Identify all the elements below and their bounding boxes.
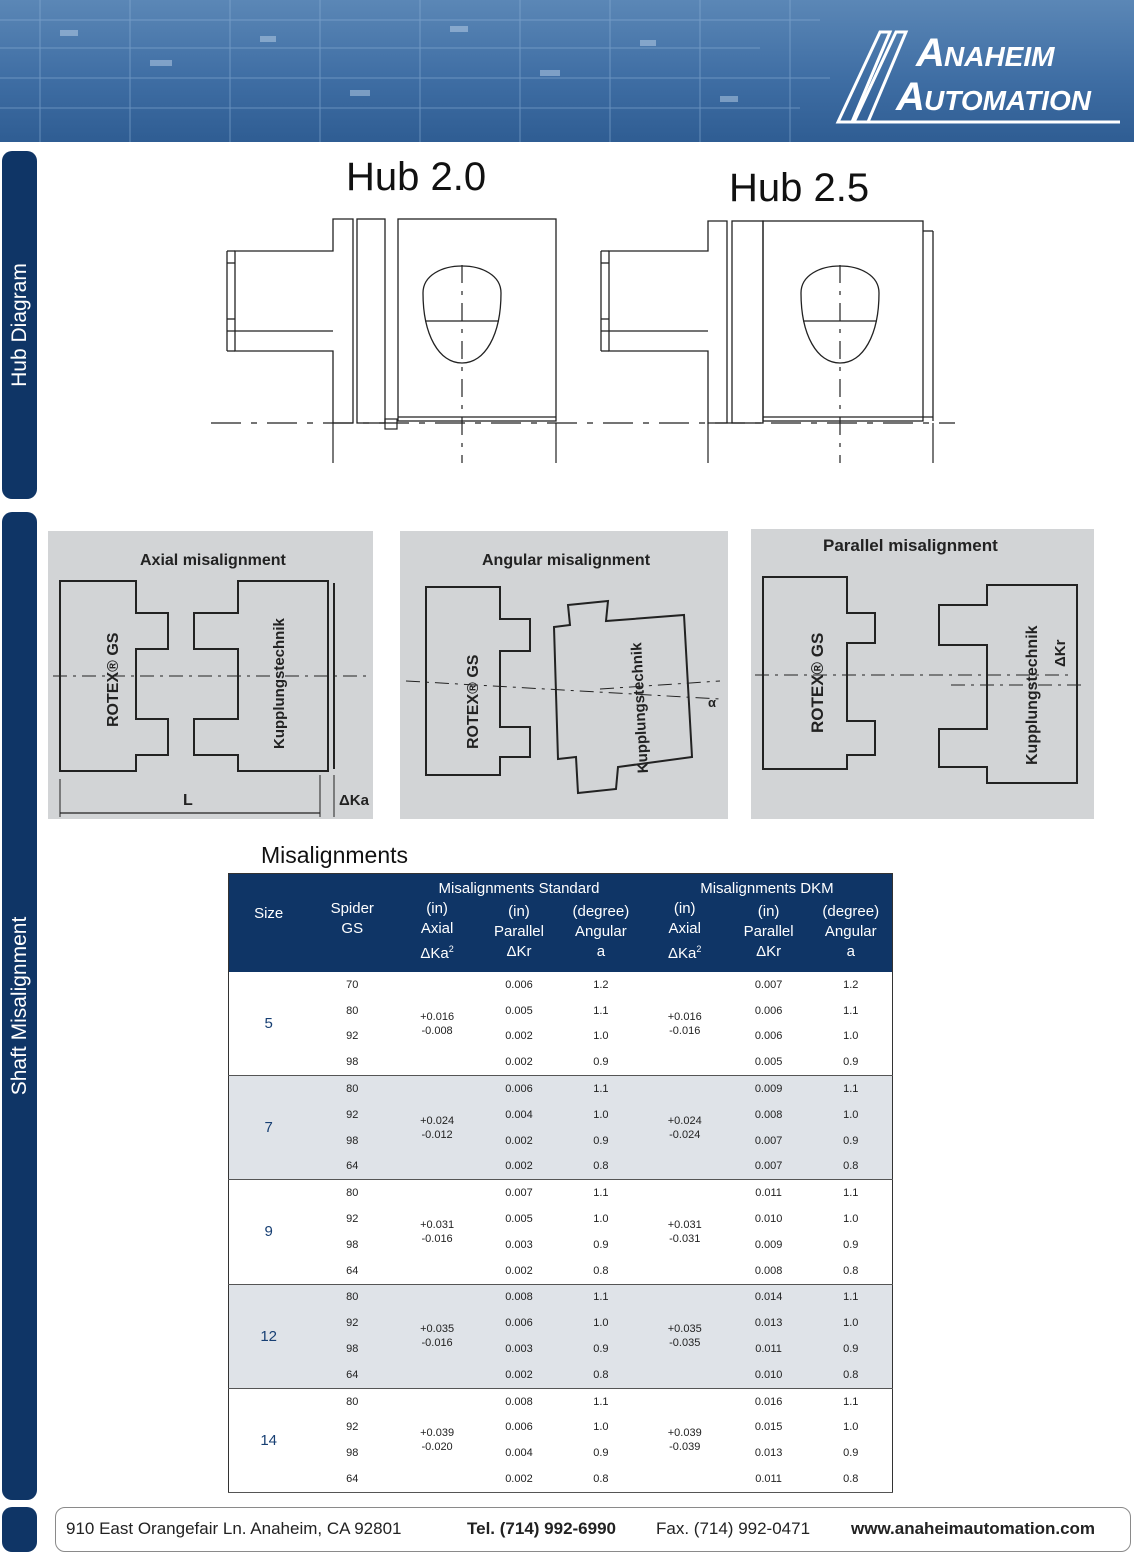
dkm-parallel-cell: 0.015	[754, 1421, 783, 1434]
footer-address: 910 East Orangefair Ln. Anaheim, CA 92801	[66, 1519, 402, 1538]
svg-text:Parallel misalignment: Parallel misalignment	[823, 536, 998, 555]
dkm-angular-cell: 1.0	[810, 1310, 893, 1336]
spider-cell: 92	[346, 1030, 359, 1043]
std-angular-cell: 1.1	[560, 1076, 642, 1102]
spider-cell: 80	[308, 1284, 396, 1310]
dkm-parallel-cell: 0.013	[728, 1310, 810, 1336]
size-cell: 14	[260, 1431, 277, 1449]
spider-cell: 80	[346, 1004, 359, 1017]
size-group	[229, 1076, 893, 1180]
table-row	[229, 998, 893, 1024]
dkm-parallel-cell: 0.014	[728, 1284, 810, 1310]
footer-website-link[interactable]: www.anaheimautomation.com	[851, 1519, 1096, 1538]
side-tab-label: Shaft Misalignment	[7, 916, 31, 1096]
dkm-angular-cell: 1.1	[843, 1004, 859, 1017]
dkm-parallel-cell: 0.007	[754, 978, 783, 991]
std-parallel-cell: 0.006	[505, 1421, 533, 1434]
svg-text:ROTEX® GS: ROTEX® GS	[105, 632, 122, 727]
table-row	[229, 1284, 893, 1310]
spider-cell: 92	[308, 1102, 396, 1128]
dkm-parallel-cell: 0.011	[755, 1473, 782, 1486]
axial-plus: +0.035	[420, 1323, 455, 1336]
size-cell: 7	[229, 1076, 309, 1180]
axial-plus: +0.031	[420, 1218, 455, 1231]
dkm-angular-cell: 1.0	[810, 1102, 893, 1128]
col-dkm-axial-header: (in) Axial ΔKa$^2$	[642, 899, 728, 972]
std-parallel-cell: 0.002	[505, 1473, 533, 1486]
size-cell: 5	[264, 1015, 273, 1033]
col-size-header: Size	[229, 899, 309, 972]
table-row	[229, 1076, 893, 1102]
size-group	[229, 1388, 893, 1492]
std-parallel-cell: 0.002	[478, 1154, 560, 1180]
svg-text:ROTEX® GS: ROTEX® GS	[808, 632, 827, 733]
svg-text:UTOMATION: UTOMATION	[924, 85, 1091, 116]
dkm-parallel-cell: 0.013	[754, 1447, 783, 1460]
std-parallel-cell: 0.002	[478, 1362, 560, 1388]
dkm-angular-cell: 1.2	[843, 978, 859, 991]
col-dkm-parallel-header: (in) Parallel ΔKr	[728, 899, 810, 972]
svg-text:A: A	[896, 75, 925, 119]
dkm-parallel-cell: 0.005	[754, 1056, 783, 1069]
table-row	[229, 1362, 893, 1388]
table-row	[229, 1466, 893, 1492]
axial-minus: -0.012	[421, 1128, 453, 1141]
hub-2-5-title: Hub 2.5	[729, 166, 870, 210]
std-angular-cell: 0.9	[593, 1447, 609, 1460]
dkm-parallel-cell: 0.009	[728, 1076, 810, 1102]
svg-text:Kupplungstechnik: Kupplungstechnik	[1024, 625, 1041, 765]
std-angular-cell: 1.1	[560, 1284, 642, 1310]
dkm-axial-cell	[642, 972, 728, 1076]
std-angular-cell: 1.0	[593, 1213, 609, 1226]
std-angular-cell: 1.1	[593, 1395, 609, 1408]
std-angular-cell: 0.8	[560, 1154, 642, 1180]
dkm-axial-cell	[642, 1388, 728, 1492]
side-tab-hub-diagram	[2, 151, 37, 499]
dkm-angular-cell: 0.8	[810, 1362, 893, 1388]
std-angular-cell: 1.0	[593, 1030, 609, 1043]
svg-text:Axial misalignment: Axial misalignment	[140, 552, 286, 569]
parallel-misalignment-panel	[751, 529, 1094, 819]
dkm-parallel-cell: 0.010	[728, 1362, 810, 1388]
dkm-angular-cell: 1.0	[843, 1213, 859, 1226]
dkm-angular-cell: 1.1	[810, 1076, 893, 1102]
dkm-axial-cell	[642, 1076, 728, 1180]
dkm-parallel-cell: 0.007	[728, 1128, 810, 1154]
footer-phone: Tel. (714) 992-6990	[467, 1519, 616, 1538]
axial-misalignment-panel	[48, 531, 373, 819]
footer-tab	[2, 1507, 37, 1552]
std-axial-cell	[396, 1076, 478, 1180]
axial-minus: -0.016	[421, 1232, 453, 1245]
svg-text:Kupplungstechnik: Kupplungstechnik	[628, 642, 652, 774]
std-axial-cell	[396, 1180, 478, 1284]
spider-cell: 98	[346, 1447, 359, 1460]
std-parallel-cell: 0.003	[478, 1336, 560, 1362]
spider-cell: 80	[346, 1395, 359, 1408]
spider-cell: 98	[308, 1336, 396, 1362]
std-parallel-cell: 0.004	[478, 1102, 560, 1128]
dkm-axial-cell	[642, 1284, 728, 1388]
size-cell: 9	[264, 1223, 273, 1241]
group-dkm-header: Misalignments DKM	[642, 874, 893, 900]
spider-cell: 64	[308, 1154, 396, 1180]
dkm-parallel-cell: 0.011	[755, 1187, 782, 1200]
table-row	[229, 1336, 893, 1362]
side-tab-label: Hub Diagram	[7, 263, 31, 387]
std-parallel-cell: 0.002	[478, 1128, 560, 1154]
std-angular-cell: 0.9	[560, 1128, 642, 1154]
std-parallel-cell: 0.003	[505, 1238, 533, 1251]
angular-misalignment-panel	[400, 531, 728, 819]
axial-minus: -0.024	[669, 1128, 701, 1141]
dkm-parallel-cell: 0.010	[754, 1213, 783, 1226]
header-banner	[0, 0, 1134, 142]
spider-cell: 98	[346, 1056, 359, 1069]
size-group	[229, 972, 893, 1076]
svg-text:A: A	[916, 31, 945, 75]
std-parallel-cell: 0.002	[505, 1030, 533, 1043]
std-axial-cell	[396, 972, 478, 1076]
axial-minus: -0.020	[421, 1441, 453, 1454]
table-row	[229, 1154, 893, 1180]
dkm-parallel-cell: 0.009	[754, 1238, 783, 1251]
axial-minus: -0.016	[421, 1337, 453, 1350]
std-axial-cell	[396, 1284, 478, 1388]
dkm-parallel-cell: 0.011	[728, 1336, 810, 1362]
std-angular-cell: 0.9	[593, 1238, 609, 1251]
svg-text:NAHEIM: NAHEIM	[944, 41, 1055, 72]
std-parallel-cell: 0.006	[478, 1076, 560, 1102]
dkm-angular-cell: 0.9	[843, 1447, 859, 1460]
table-row	[229, 1440, 893, 1466]
spider-cell: 64	[346, 1473, 359, 1486]
table-group-header-row	[229, 874, 893, 900]
dkm-angular-cell: 0.9	[843, 1056, 859, 1069]
side-tab-shaft-misalignment	[2, 512, 37, 1500]
table-row	[229, 972, 893, 998]
std-axial-cell	[396, 1388, 478, 1492]
table-row	[229, 1310, 893, 1336]
dkm-angular-cell: 1.1	[843, 1395, 859, 1408]
table-row	[229, 1024, 893, 1050]
axial-plus: +0.016	[667, 1010, 702, 1023]
std-angular-cell: 0.8	[593, 1264, 609, 1277]
std-angular-cell: 1.0	[560, 1310, 642, 1336]
axial-plus: +0.016	[420, 1010, 455, 1023]
angular-misalignment-diagram	[400, 531, 728, 819]
dkm-angular-cell: 0.9	[810, 1336, 893, 1362]
dkm-angular-cell: 1.0	[843, 1421, 859, 1434]
spider-cell: 64	[346, 1264, 359, 1277]
col-std-angular-header: (degree) Angular a	[560, 899, 642, 972]
axial-plus: +0.039	[420, 1427, 455, 1440]
spider-cell: 98	[308, 1128, 396, 1154]
dkm-axial-cell	[642, 1180, 728, 1284]
std-angular-cell: 1.1	[593, 1004, 609, 1017]
dkm-angular-cell: 0.9	[843, 1238, 859, 1251]
std-parallel-cell: 0.005	[505, 1213, 533, 1226]
dkm-parallel-cell: 0.006	[754, 1004, 783, 1017]
dkm-angular-cell: 1.1	[810, 1284, 893, 1310]
svg-text:α: α	[708, 695, 716, 710]
dkm-angular-cell: 0.8	[843, 1264, 859, 1277]
footer-contact-bar	[55, 1507, 1131, 1552]
table-row	[229, 1415, 893, 1441]
col-dkm-angular-header: (degree) Angular a	[810, 899, 893, 972]
axial-minus: -0.008	[421, 1024, 453, 1037]
std-angular-cell: 0.9	[593, 1056, 609, 1069]
table-row	[229, 1258, 893, 1284]
std-parallel-cell: 0.006	[505, 978, 533, 991]
axial-misalignment-diagram	[48, 531, 373, 819]
col-std-parallel-header: (in) Parallel ΔKr	[478, 899, 560, 972]
std-parallel-cell: 0.002	[505, 1264, 533, 1277]
table-row	[229, 1049, 893, 1075]
std-angular-cell: 0.8	[560, 1362, 642, 1388]
svg-text:ΔKa: ΔKa	[339, 792, 369, 809]
dkm-parallel-cell: 0.008	[728, 1102, 810, 1128]
std-angular-cell: 1.0	[560, 1102, 642, 1128]
svg-text:ΔKr: ΔKr	[1052, 639, 1069, 667]
std-parallel-cell: 0.008	[478, 1284, 560, 1310]
std-angular-cell: 1.0	[593, 1421, 609, 1434]
axial-plus: +0.039	[667, 1427, 702, 1440]
dkm-angular-cell: 1.0	[843, 1030, 859, 1043]
table-row	[229, 1232, 893, 1258]
table-row	[229, 1180, 893, 1206]
parallel-misalignment-diagram	[751, 529, 1094, 819]
svg-text:ROTEX® GS: ROTEX® GS	[465, 654, 482, 749]
axial-plus: +0.035	[667, 1323, 702, 1336]
spider-cell: 98	[346, 1238, 359, 1251]
spider-cell: 80	[308, 1076, 396, 1102]
std-parallel-cell: 0.004	[505, 1447, 533, 1460]
spider-cell: 80	[346, 1187, 359, 1200]
table-row	[229, 1206, 893, 1232]
axial-minus: -0.039	[669, 1441, 701, 1454]
dkm-parallel-cell: 0.016	[754, 1395, 783, 1408]
size-cell: 12	[229, 1284, 309, 1388]
std-angular-cell: 1.1	[593, 1187, 609, 1200]
table-row	[229, 1388, 893, 1414]
svg-text:L: L	[183, 792, 193, 809]
axial-plus: +0.024	[667, 1114, 702, 1127]
size-group	[229, 1180, 893, 1284]
hub-2-0-title: Hub 2.0	[346, 155, 487, 199]
footer-fax: Fax. (714) 992-0471	[656, 1519, 811, 1538]
axial-plus: +0.031	[667, 1218, 702, 1231]
dkm-angular-cell: 0.8	[810, 1154, 893, 1180]
table-column-header-row	[229, 899, 893, 972]
spider-cell: 92	[346, 1213, 359, 1226]
dkm-angular-cell: 1.1	[843, 1187, 859, 1200]
spider-cell: 92	[308, 1310, 396, 1336]
axial-minus: -0.031	[669, 1232, 701, 1245]
table-row	[229, 1128, 893, 1154]
dkm-angular-cell: 0.9	[810, 1128, 893, 1154]
dkm-angular-cell: 0.8	[843, 1473, 859, 1486]
axial-plus: +0.024	[420, 1114, 455, 1127]
dkm-parallel-cell: 0.008	[754, 1264, 783, 1277]
std-parallel-cell: 0.008	[505, 1395, 533, 1408]
std-parallel-cell: 0.006	[478, 1310, 560, 1336]
svg-text:Kupplungstechnik: Kupplungstechnik	[271, 618, 288, 749]
std-angular-cell: 0.9	[560, 1336, 642, 1362]
anaheim-automation-logo	[832, 18, 1124, 126]
table-row	[229, 1102, 893, 1128]
std-angular-cell: 0.8	[593, 1473, 609, 1486]
size-group	[229, 1284, 893, 1388]
std-angular-cell: 1.2	[593, 978, 609, 991]
spider-cell: 92	[346, 1421, 359, 1434]
misalignments-title: Misalignments	[261, 842, 408, 868]
spider-cell: 70	[346, 978, 359, 991]
group-standard-header: Misalignments Standard	[396, 874, 642, 900]
spider-cell: 64	[308, 1362, 396, 1388]
svg-text:Angular misalignment: Angular misalignment	[482, 552, 651, 569]
axial-minus: -0.016	[669, 1024, 701, 1037]
dkm-parallel-cell: 0.006	[754, 1030, 783, 1043]
dkm-parallel-cell: 0.007	[728, 1154, 810, 1180]
std-parallel-cell: 0.007	[505, 1187, 533, 1200]
col-std-axial-header: (in) Axial ΔKa$^2$	[396, 899, 478, 972]
misalignments-table	[228, 873, 893, 1493]
std-parallel-cell: 0.002	[505, 1056, 533, 1069]
axial-minus: -0.035	[669, 1337, 701, 1350]
hub-diagram	[205, 205, 965, 465]
std-parallel-cell: 0.005	[505, 1004, 533, 1017]
col-spider-header: Spider GS	[308, 899, 396, 972]
